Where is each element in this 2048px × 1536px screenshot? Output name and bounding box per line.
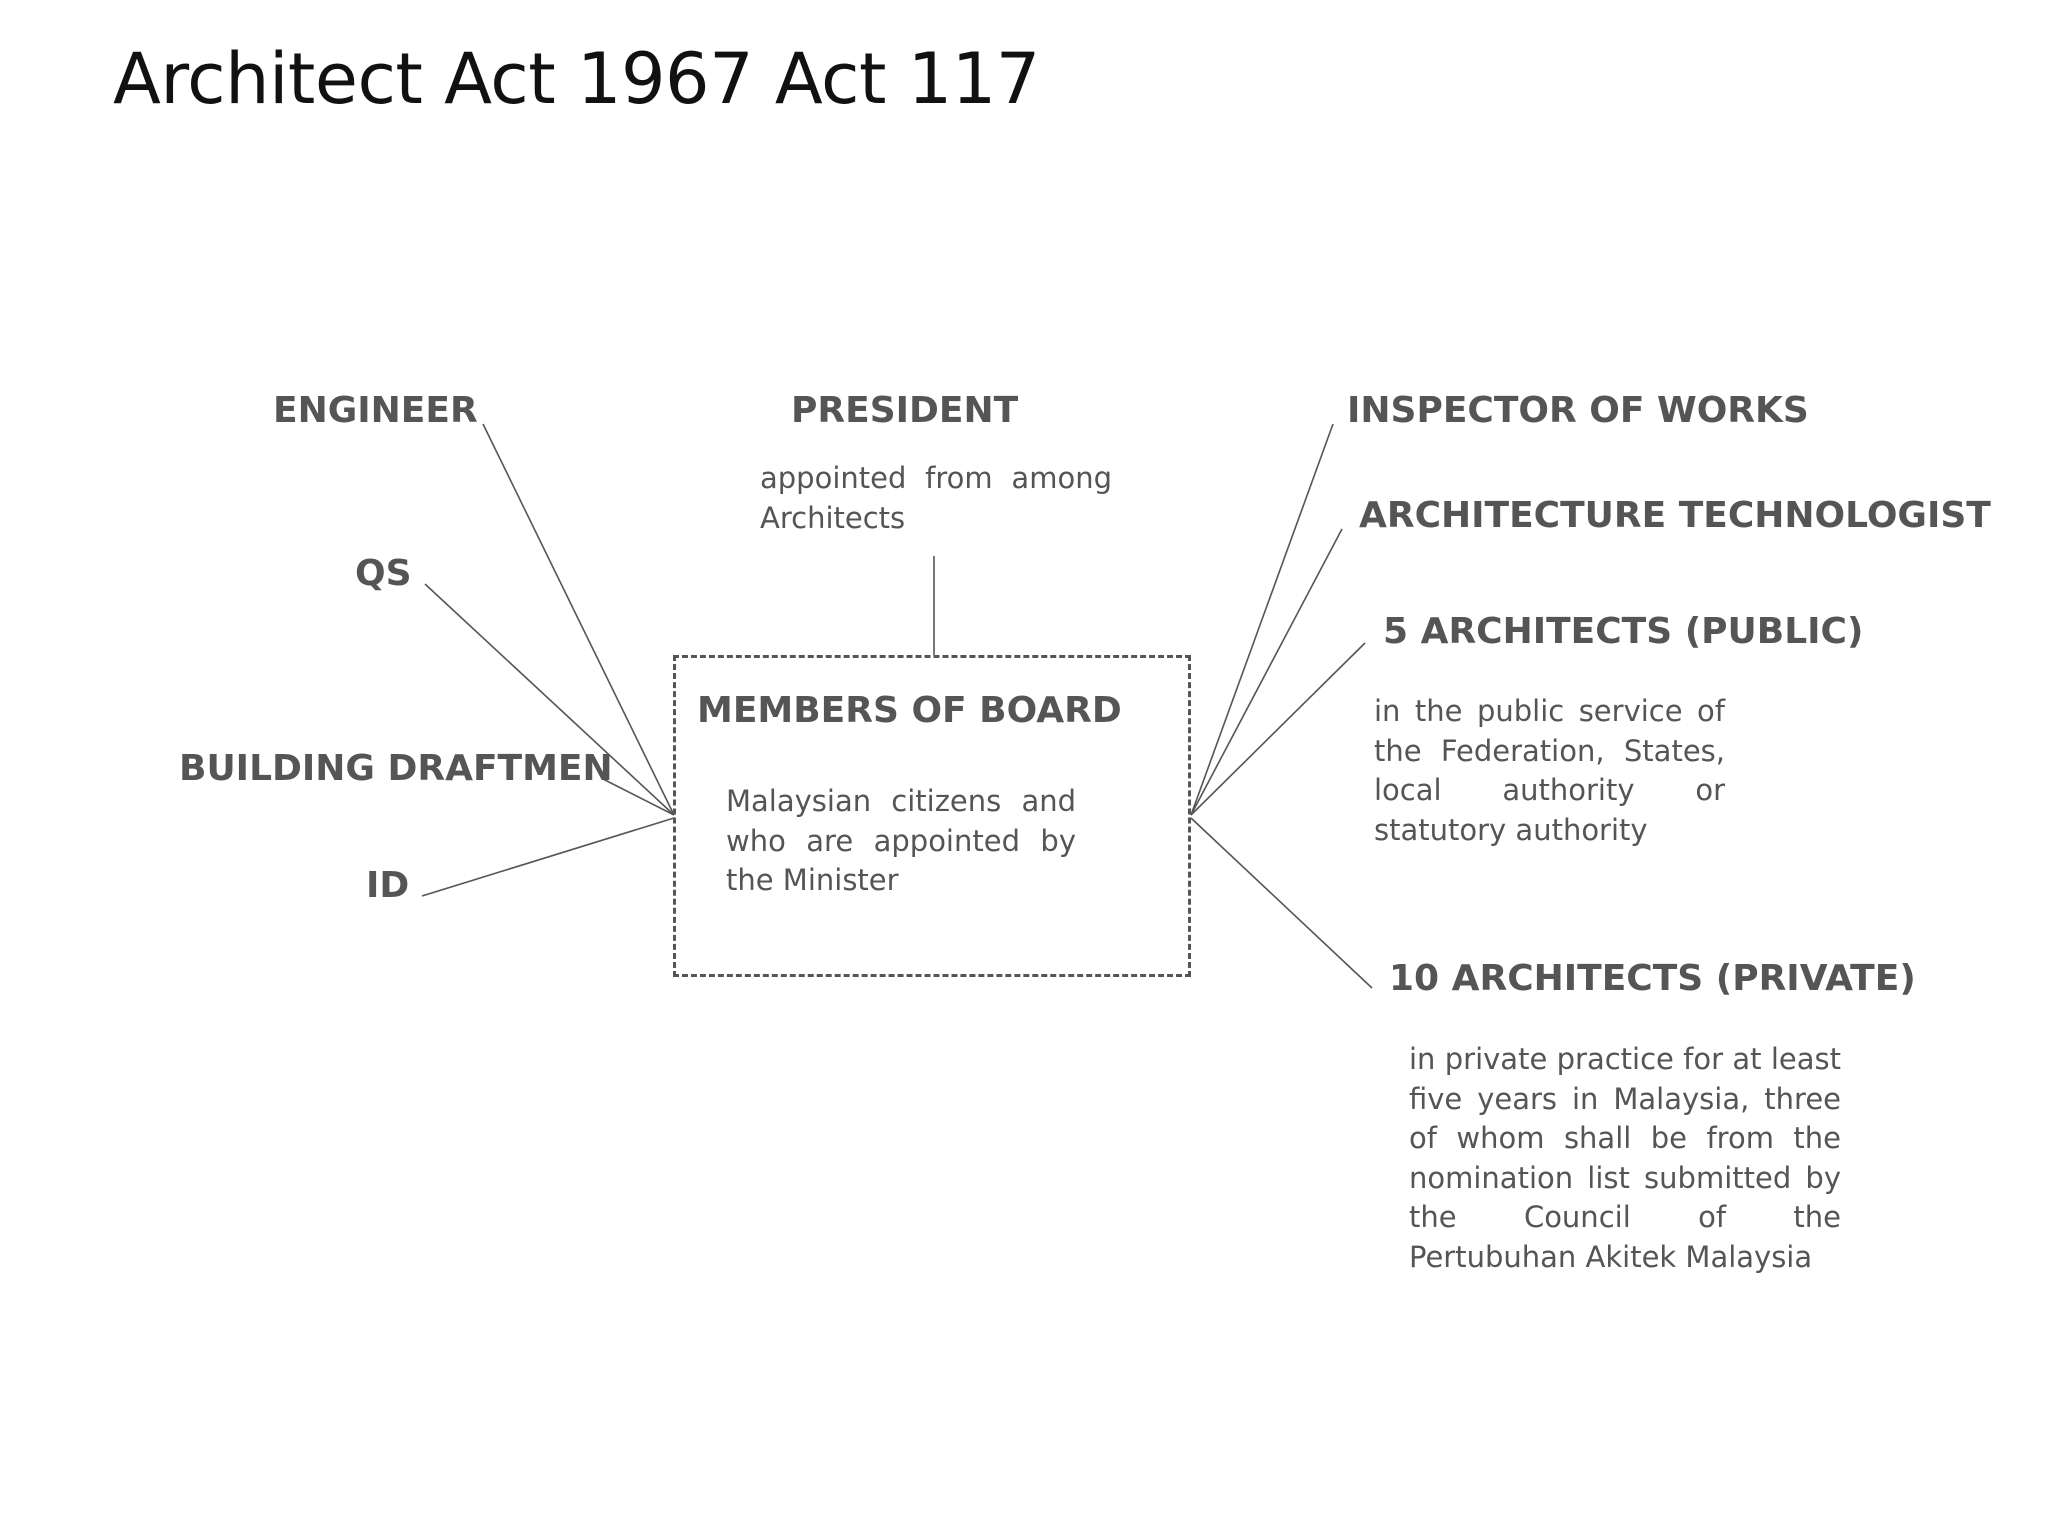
five-architects-public-label: 5 ARCHITECTS (PUBLIC): [1383, 611, 1864, 652]
president-description: appointed from among Architects: [760, 461, 1112, 535]
engineer-label: ENGINEER: [273, 390, 478, 431]
building-draftmen-label: BUILDING DRAFTMEN: [179, 748, 613, 789]
connector-inspector-of-works: [1191, 424, 1333, 815]
president-label: PRESIDENT: [791, 390, 1019, 431]
page-title: Architect Act 1967 Act 117: [113, 38, 1040, 120]
connector-architecture-technologist: [1191, 529, 1342, 815]
connector-5-architects: [1191, 643, 1365, 815]
connector-10-architects: [1191, 818, 1372, 988]
members-of-board-label: MEMBERS OF BOARD: [697, 690, 1122, 731]
ten-architects-private-description: in private practice for at least five years in Malaysia, three of whom shall be from the nomination list submitted by the Council of the Pertubuhan Akitek Malaysia: [1409, 1042, 1841, 1274]
inspector-of-works-label: INSPECTOR OF WORKS: [1347, 390, 1809, 431]
connector-building-draftmen: [603, 779, 674, 815]
five-architects-public-description: in the public service of the Federation, States, local authority or statutory authority: [1374, 694, 1725, 847]
connector-id: [422, 818, 674, 896]
qs-label: QS: [355, 553, 412, 594]
members-of-board-description: Malaysian citizens and who are appointed by the Minister: [726, 784, 1076, 897]
ten-architects-private-label: 10 ARCHITECTS (PRIVATE): [1389, 958, 1916, 999]
id-label: ID: [366, 865, 410, 906]
architecture-technologist-label: ARCHITECTURE TECHNOLOGIST: [1359, 495, 1991, 536]
